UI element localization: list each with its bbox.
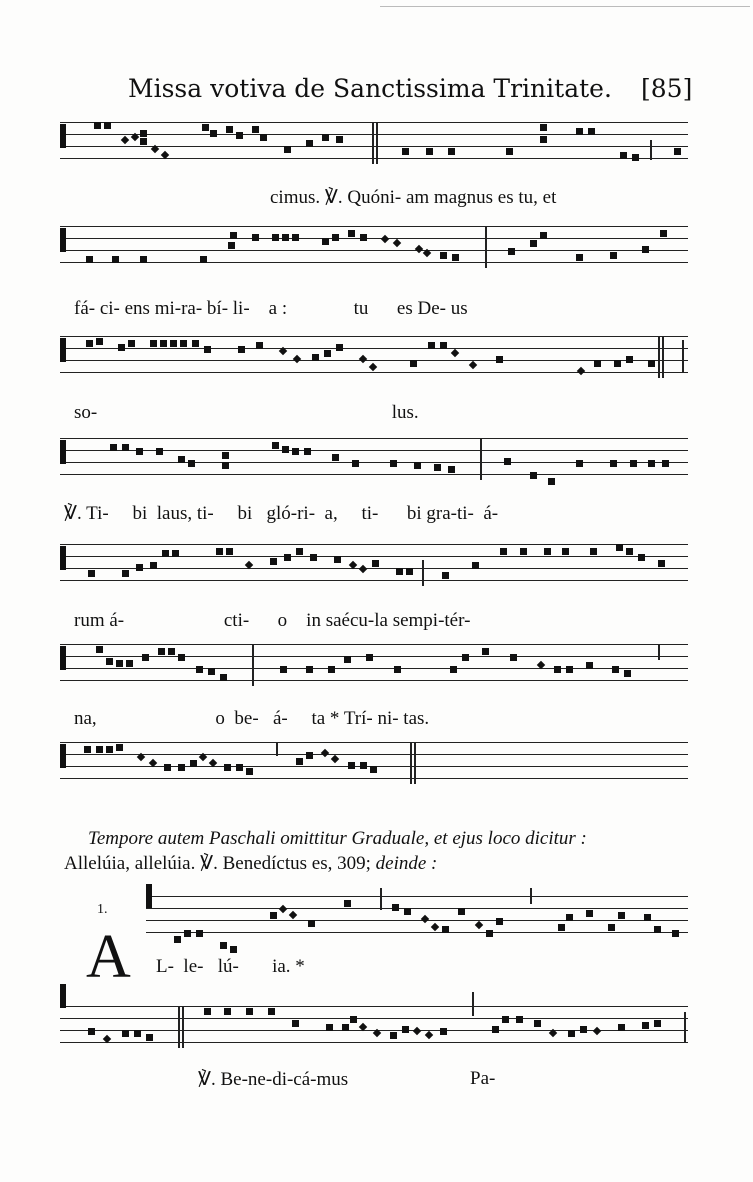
page-number: [85] xyxy=(641,74,693,103)
music-staff-9 xyxy=(60,1006,688,1046)
verse-lyrics-pa: Pa- xyxy=(470,1068,496,1089)
verse-lyrics-start: ℣. Be-ne-di-cá-mus xyxy=(198,1069,349,1090)
music-staff-5 xyxy=(60,544,688,584)
lyrics-line-5: rum á- cti- o in saécu-la sempi-tér- xyxy=(74,610,471,631)
clef-icon xyxy=(60,546,66,570)
clef-icon xyxy=(60,228,66,252)
clef-icon xyxy=(60,984,66,1008)
alleluia-lyrics: L- le- lú- ia. * xyxy=(156,956,305,977)
lyrics-line-4: ℣. Ti- bi laus, ti- bi gló-ri- a, ti- bi gra-ti- á- xyxy=(64,503,499,524)
lyrics-line-3: so- lus. xyxy=(74,402,419,423)
clef-icon xyxy=(146,884,152,908)
rubric-deinde: deinde : xyxy=(375,853,438,874)
music-staff-2 xyxy=(60,226,688,266)
music-staff-7 xyxy=(60,742,688,782)
clef-icon xyxy=(60,744,66,768)
rubric-plain-text: Allelúia, allelúia. ℣. Benedíctus es, 309; xyxy=(64,853,371,874)
rubric-plain-line xyxy=(64,852,437,875)
music-staff-4 xyxy=(60,438,688,478)
lyrics-line-2: fá- ci- ens mi-ra- bí- li- a : tu es De- us xyxy=(74,298,468,319)
music-staff-1 xyxy=(60,122,688,162)
music-staff-6 xyxy=(60,644,688,684)
music-staff-3 xyxy=(60,336,688,376)
drop-cap-initial: A xyxy=(86,923,131,991)
top-edge-rule xyxy=(380,6,750,7)
page-title: Missa votiva de Sanctissima Trinitate. xyxy=(128,74,612,103)
clef-icon xyxy=(60,124,66,148)
clef-icon xyxy=(60,440,66,464)
clef-icon xyxy=(60,338,66,362)
lyrics-line-6: na, o be- á- ta * Trí- ni- tas. xyxy=(74,708,430,729)
mode-number: 1. xyxy=(97,902,108,917)
clef-icon xyxy=(60,646,66,670)
rubric-italic-line: Tempore autem Paschali omittitur Graduale, et ejus loco dicitur : xyxy=(88,828,587,849)
music-staff-8 xyxy=(146,896,688,936)
lyrics-line-1: cimus. ℣. Quóni- am magnus es tu, et xyxy=(270,187,557,208)
